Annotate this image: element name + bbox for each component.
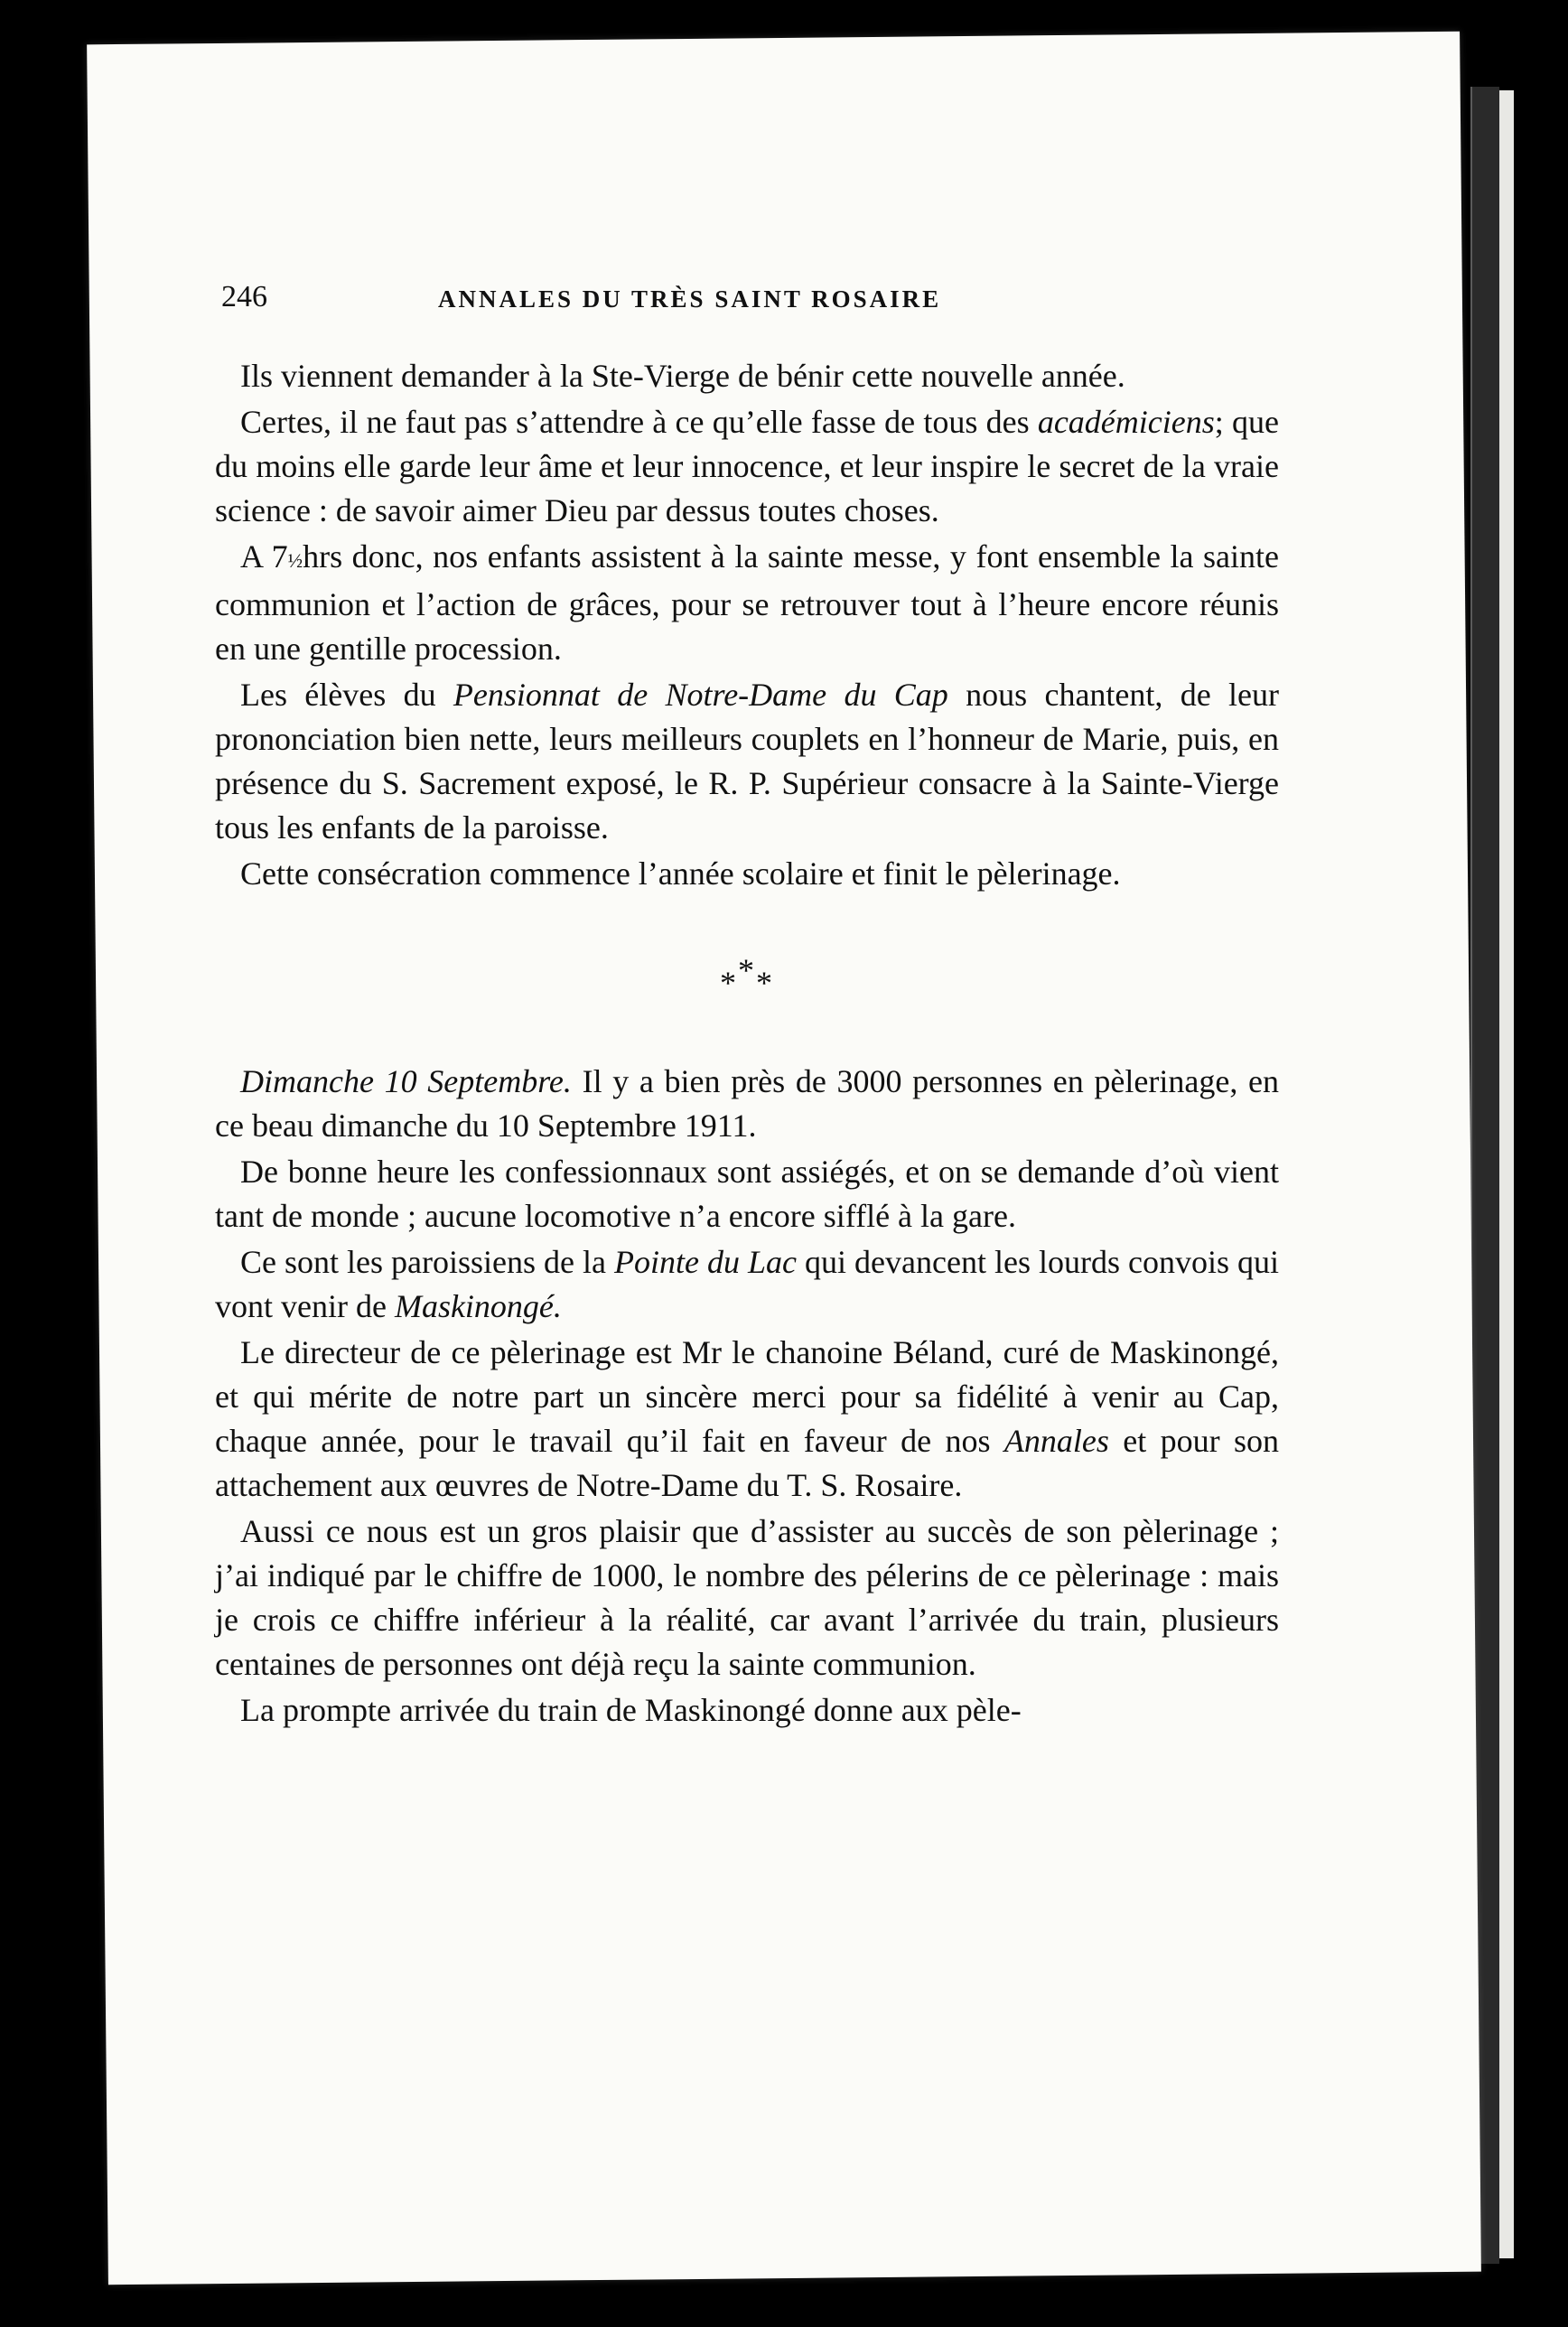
paragraph-9: Le directeur de ce pèlerinage est Mr le chanoine Béland, curé de Maskinongé, et qui mérite de notre part un sincère merci pour sa fidélité à venir au Cap, chaque année, pour le travail qu’il fait en faveur de nos Annales et pour son attachement aux œuvres de Notre-Dame du T. S. Rosaire. (215, 1334, 1280, 1503)
paragraph-6: Dimanche 10 Septembre. Il y a bien près de 3000 personnes en pèlerinage, en ce beau dimanche du 10 Septembre 1911. (215, 1063, 1279, 1144)
paragraph-10: Aussi ce nous est un gros plaisir que d’assister au succès de son pèlerinage ; j’ai indiqué par le chiffre de 1000, le nombre des pélerins de ce pèlerinage : mais je crois ce chiffre inférieur à la réalité, car avant l’arrivée du train, plusieurs centaines de personnes ont déjà reçu la sainte communion. (215, 1513, 1279, 1682)
paragraph-1: Ils viennent demander à la Ste-Vierge de bénir cette nouvelle année. (240, 358, 1125, 394)
page-body (215, 354, 1279, 1734)
paragraph-4: Les élèves du Pensionnat de Notre-Dame du Cap nous chantent, de leur prononciation bien nette, leurs meilleurs couplets en l’honneur de Marie, puis, en présence du S. Sacrement exposé, le R. P. Supérieur consacre à la Sainte-Vierge tous les enfants de la paroisse. (215, 677, 1279, 846)
page-header (221, 280, 1278, 334)
paragraph-2: Certes, il ne faut pas s’attendre à ce qu’elle fasse de tous des académiciens; que du moins elle garde leur âme et leur innocence, et leur inspire le secret de la vraie science : de savoir aimer Dieu par dessus toutes choses. (215, 404, 1279, 528)
paragraph-7: De bonne heure les confessionnaux sont assiégés, et on se demande d’où vient tant de monde ; aucune locomotive n’a encore sifflé à la gare. (215, 1154, 1279, 1234)
paragraph-5: Cette consécration commence l’année scolaire et finit le pèlerinage. (240, 855, 1121, 892)
page-number: 246 (221, 280, 267, 313)
paragraph-11: La prompte arrivée du train de Maskinongé donne aux pèle- (240, 1692, 1022, 1728)
running-title: ANNALES DU TRÈS SAINT ROSAIRE (438, 285, 942, 313)
paragraph-8: Ce sont les paroissiens de la Pointe du Lac qui devancent les lourds convois qui vont venir de Maskinongé. (215, 1244, 1279, 1324)
paragraph-3: A 7½hrs donc, nos enfants assistent à la sainte messe, y font ensemble la sainte communion et l’action de grâces, pour se retrouver tout à l’heure encore réunis en une gentille procession. (215, 538, 1280, 667)
fraction-half: ½ (287, 549, 303, 572)
section-separator: *** (720, 952, 774, 1001)
facing-page-strip (1499, 90, 1514, 2258)
